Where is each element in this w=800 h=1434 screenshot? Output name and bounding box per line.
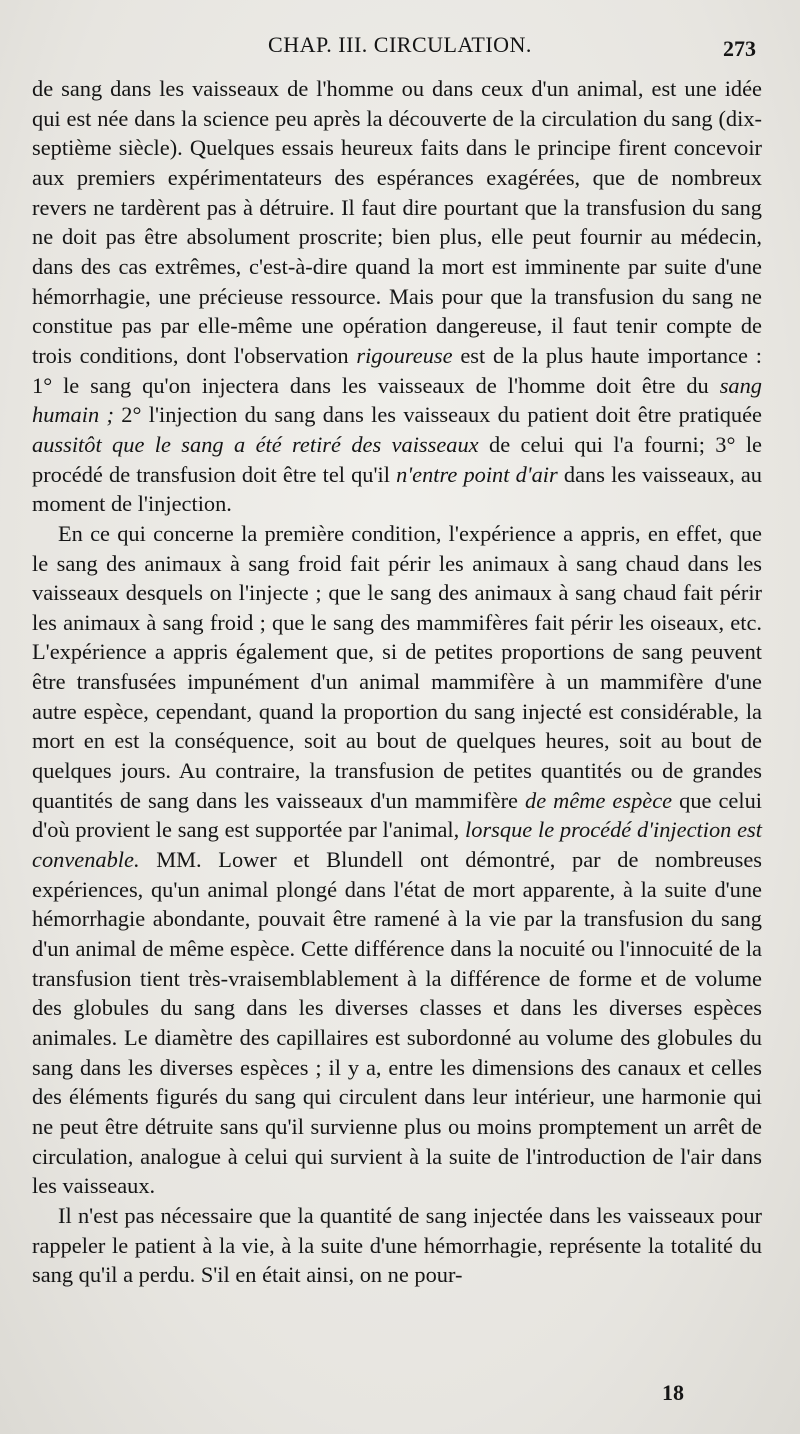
italic-run: aussitôt que le sang a été retiré des vaisseaux: [32, 431, 479, 457]
text-run: MM. Lower et Blundell ont démontré, par de nombreuses expériences, qu'un animal plongé dans l'état de mort apparente, à la suite d'une hémorrhagie abondante, pouvait être ramené à la vie par la transfusion du sang d'un animal de même espèce. Cette différence dans la nocuité ou l'innocuité de la transfusion tient très-vraisemblablement à la différence de forme et de volume des globules du sang dans les diverses classes et dans les diverses espèces animales. Le diamètre des capillaires est subordonné au volume des globules du sang dans les diverses espèces ; il y a, entre les dimensions des canaux et celles des éléments figurés du sang qui circulent dans leur intérieur, une harmonie qui ne peut être détruite sans qu'il survienne plus ou moins promptement un arrêt de circulation, analogue à celui qui survient à la suite de l'introduction de l'air dans les vaisseaux.: [32, 847, 762, 1199]
text-run: dans les vaisseaux, au moment de l'injection.: [32, 461, 763, 517]
page-number: 273: [723, 36, 756, 61]
text-run: 2° l'injection du sang dans les vaisseaux du patient doit être pratiquée: [113, 402, 762, 428]
paragraph-2: [32, 519, 762, 1201]
text-run: de celui qui l'a fourni; 3° le procédé de transfusion doit être tel qu'il: [32, 431, 762, 487]
italic-run: sang humain ;: [32, 372, 762, 428]
text-run: Il n'est pas nécessaire que la quantité de sang injectée dans les vaisseaux pour rappeler le patient à la vie, à la suite d'une hémorrhagie, représente la totalité du sang qu'il a perdu. S'il en était ainsi, on ne pour-: [32, 1202, 762, 1288]
signature-mark: 18: [662, 1380, 684, 1405]
paragraph-3: [32, 1201, 762, 1290]
page-header: [0, 32, 800, 72]
text-run: de sang dans les vaisseaux de l'homme ou dans ceux d'un animal, est une idée qui est née dans la science peu après la découverte de la circulation du sang (dix-septième siècle). Quelques essais heureux faits dans le principe firent concevoir aux premiers expérimentateurs des espérances exagérées, que de nombreux revers ne tardèrent pas à détruire. Il faut dire pourtant que la transfusion du sang ne doit pas être absolument proscrite; bien plus, elle peut fournir au médecin, dans des cas extrêmes, c'est-à-dire quand la mort est imminente par suite d'une hémorrhagie, une précieuse ressource. Mais pour que la transfusion du sang ne constitue pas par elle-même une opération dangereuse, il faut tenir compte de trois conditions, dont l'observation: [32, 76, 762, 368]
text-run: En ce qui concerne la première condition, l'expérience a appris, en effet, que le sang des animaux à sang froid fait périr les animaux à sang chaud dans les vaisseaux desquels on l'injecte ; que le sang des animaux à sang chaud fait périr les animaux à sang froid ; que le sang des mammifères fait périr les oiseaux, etc. L'expérience a appris également que, si de petites proportions de sang peuvent être transfusées impunément d'un animal mammifère à un mammifère d'une autre espèce, cependant, quand la proportion du sang injecté est considérable, la mort en est la conséquence, soit au bout de quelques heures, soit au bout de quelques jours. Au contraire, la transfusion de petites quantités ou de grandes quantités de sang dans les vaisseaux d'un mammifère: [32, 520, 762, 813]
body-text: [32, 74, 762, 1290]
italic-run: de même espèce: [525, 787, 673, 813]
italic-run: rigoureuse: [356, 342, 453, 368]
italic-run: lorsque le procédé d'injection est convenable.: [32, 817, 762, 873]
paragraph-1: [32, 74, 762, 519]
italic-run: n'entre point d'air: [396, 461, 558, 487]
text-run: est de la plus haute importance : 1° le sang qu'on injectera dans les vaisseaux de l'homme doit être du: [32, 342, 762, 398]
text-run: que celui d'où provient le sang est supportée par l'animal,: [32, 787, 762, 843]
running-title: CHAP. III. CIRCULATION.: [268, 32, 532, 57]
